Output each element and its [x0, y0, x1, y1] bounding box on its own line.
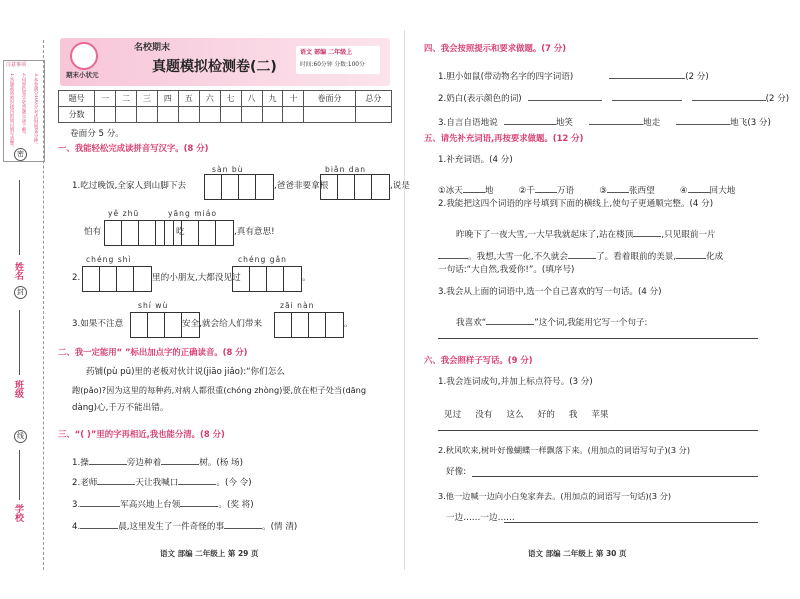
seal-line: [43, 40, 44, 570]
name-field[interactable]: [19, 180, 20, 255]
table-cell: 五: [178, 91, 199, 107]
section-1-title: 一、我能轻松完成读拼音写汉字。(8 分): [58, 143, 209, 153]
q3-text: 安全,就会给人们带来: [182, 319, 263, 329]
class-field[interactable]: [19, 310, 20, 375]
item-text: 2.老师: [72, 478, 98, 488]
q1-text: ,说是: [390, 181, 410, 191]
item-text: 1.操: [72, 458, 89, 468]
seal-char: 封: [14, 286, 27, 299]
answer-blank[interactable]: [607, 192, 629, 193]
table-cell: 七: [220, 91, 241, 107]
sec3-item: [72, 492, 254, 511]
q2-text: 里的小朋友,大都没见过: [152, 273, 241, 283]
sec6-q2: 2.秋风吹来,树叶好像蝴蝶一样飘落下来。(用加点的词语写句子)(3 分): [438, 445, 691, 455]
item-text: (2 分): [685, 72, 709, 82]
table-cell: 八: [241, 91, 262, 107]
q1b-text: 吃: [176, 227, 185, 237]
juanmian-note: 卷面分 5 分。: [70, 129, 124, 139]
sec5-para: 一句话:“大自然,我爱你!”。(填序号): [438, 265, 575, 275]
item-text: 万语: [556, 186, 575, 196]
item-text: ,只见眼前一片: [661, 230, 716, 240]
item-text: 化成: [706, 252, 724, 262]
item-text: 2.奶白(表示颜色的词): [438, 94, 522, 104]
item-text: ①冰天: [438, 186, 463, 196]
answer-blank[interactable]: [609, 78, 685, 79]
section-2-title: 二、我一定能用“ ”标出加点字的正确读音。(8 分): [58, 347, 248, 357]
item-text: 地: [484, 186, 494, 196]
score-cell[interactable]: [178, 107, 199, 123]
score-cell[interactable]: [95, 107, 116, 123]
sec5-q3: 3.我会从上面的词语中,选一个自己喜欢的写一句话。(4 分): [438, 287, 662, 297]
item-text: 地飞(3 分): [730, 118, 771, 128]
item-text: 晨,这里发生了一件奇怪的事: [118, 522, 225, 532]
table-cell: 分数: [59, 107, 95, 123]
footer-left: 语文 部编 二年级上 第 29 页: [160, 549, 259, 558]
item-text: 1.胆小如鼠(带动物名字的四字词语): [438, 72, 574, 82]
answer-blank[interactable]: [438, 258, 468, 259]
item-text: 。(情 清): [262, 522, 298, 532]
sec5-para: [456, 222, 716, 241]
notice-box: [3, 60, 45, 162]
sec5-q1: 1.补充词语。(4 分): [438, 155, 513, 165]
banner-tag: 名校期末: [134, 43, 171, 53]
item-text: (2 分): [765, 94, 790, 104]
char-grid[interactable]: [232, 266, 302, 292]
q1b-text: ,真有意思!: [234, 227, 275, 237]
item-text: 。我想,大雪一化,不久就会: [468, 252, 568, 262]
table-cell: 三: [136, 91, 157, 107]
sec6-q3: 3.他一边喊一边向小白兔家奔去。(用加点的词语写一句话)(3 分): [438, 491, 672, 501]
sec6-q3-prefix: 一边……一边……: [446, 513, 515, 523]
answer-line[interactable]: [504, 522, 758, 523]
sec6-q2-prefix: 好像:: [446, 467, 467, 477]
table-cell: 九: [262, 91, 283, 107]
char-grid[interactable]: [82, 266, 152, 292]
q1b-text: 怕有: [84, 227, 102, 237]
q1-text: ,爸爸非要拿根: [274, 181, 329, 191]
answer-blank[interactable]: [676, 258, 706, 259]
time-line: 时间:60分钟 分数:100分: [300, 62, 365, 68]
section-5-title: 五、请先补充词语,再按要求做题。(12 分): [424, 133, 584, 143]
item-text: 。(奖 将): [218, 500, 254, 510]
page-divider: [404, 30, 405, 570]
char-grid[interactable]: [274, 312, 344, 338]
score-cell[interactable]: [199, 107, 220, 123]
sec3-item: [72, 514, 297, 533]
item-text: 张西望: [628, 186, 655, 196]
answer-blank[interactable]: [224, 528, 262, 529]
sec4-q2: [438, 86, 789, 105]
sec4-q3: [438, 110, 771, 129]
table-cell: 总分: [355, 91, 391, 107]
left-strip: [0, 30, 48, 570]
pinyin: shí wù: [138, 301, 169, 310]
answer-blank[interactable]: [528, 100, 602, 101]
table-cell: 卷面分: [304, 91, 355, 107]
answer-blank[interactable]: [589, 124, 643, 125]
answer-blank[interactable]: [161, 464, 199, 465]
logo-text: 期末小状元: [66, 71, 99, 79]
q3-text: 。: [344, 319, 353, 329]
sec6-words: [444, 402, 609, 421]
page-title: 真题模拟检测卷(二): [152, 59, 277, 75]
answer-blank[interactable]: [633, 236, 661, 237]
item-text: ③: [599, 186, 607, 196]
q2-text: 2.: [72, 273, 81, 283]
item-text: 3.: [72, 500, 81, 510]
sec6-q1: 1.我会连词成句,并加上标点符号。(3 分): [438, 377, 593, 387]
item-text: 3.自言自语地说: [438, 118, 498, 128]
notice-line: 3.本卷满分100分,考试时间60分钟。: [33, 73, 38, 148]
score-cell[interactable]: [220, 107, 241, 123]
pinyin: biǎn dan: [325, 165, 367, 174]
answer-blank[interactable]: [97, 484, 135, 485]
score-cell[interactable]: [241, 107, 262, 123]
table-cell: 六: [199, 91, 220, 107]
pinyin: zāi nàn: [280, 301, 315, 310]
school-label: 学校: [13, 504, 23, 522]
class-label: 班级: [13, 380, 23, 398]
word: 好的: [537, 410, 555, 420]
item-text: 地笑: [555, 118, 573, 128]
char-grid[interactable]: [320, 174, 390, 200]
table-cell: 一: [95, 91, 116, 107]
item-text: 军高兴地上台领: [120, 500, 181, 510]
item-text: 天让我喊口: [135, 478, 179, 488]
score-table: [58, 90, 392, 123]
sec2-line: 跑(pǎo)?因为这里的每种药,对病人都很重(chóng zhòng)要,放在柜子处当(dāng: [72, 385, 367, 395]
school-field[interactable]: [19, 450, 20, 500]
sec2-line: dàng)心,千万不能出错。: [72, 403, 169, 413]
word: 我: [568, 410, 578, 420]
footer-right: 语文 部编 二年级上 第 30 页: [528, 549, 627, 558]
score-table-row: [59, 107, 392, 123]
answer-blank[interactable]: [504, 124, 556, 125]
answer-line[interactable]: [472, 476, 758, 477]
answer-blank[interactable]: [676, 124, 730, 125]
sec3-item: [72, 450, 243, 469]
item-text: ④: [679, 186, 688, 196]
answer-blank[interactable]: [688, 192, 710, 193]
word: 没有: [475, 410, 493, 420]
score-table-header: [59, 91, 392, 107]
answer-blank[interactable]: [80, 528, 118, 529]
seal-char: 线: [14, 430, 27, 443]
table-cell: 二: [116, 91, 137, 107]
sec3-item: [72, 470, 252, 489]
logo-icon: [70, 42, 98, 70]
word: 见过: [444, 410, 462, 420]
q1-text: 1.吃过晚饭,全家人到山脚下去: [72, 181, 187, 191]
item-text: 回大地: [709, 186, 736, 196]
section-4-title: 四、我会按照提示和要求做题。(7 分): [424, 43, 567, 53]
char-grid[interactable]: [204, 174, 274, 200]
sec5-q3-line: [456, 310, 647, 329]
section-6-title: 六、我会照样子写话。(9 分): [424, 355, 533, 365]
char-grid[interactable]: [164, 220, 234, 246]
table-cell: 四: [157, 91, 178, 107]
answer-blank[interactable]: [178, 484, 216, 485]
section-3-title: 三、“( )”里的字再相近,我也能分清。(8 分): [58, 429, 225, 439]
pinyin: yāng miáo: [168, 209, 218, 218]
item-text: ”这个词,我能用它写一个句子:: [534, 318, 648, 328]
item-text: 。(今 令): [216, 478, 252, 488]
item-text: 树。(杨 场): [199, 458, 243, 468]
q2-text: 。: [302, 273, 311, 283]
answer-blank[interactable]: [692, 100, 766, 101]
name-label: 姓名: [13, 262, 23, 280]
word: 这么: [506, 410, 524, 420]
sec5-q2: 2.我能把这四个词语的序号填到下面的横线上,使句子更通顺完整。(4 分): [438, 199, 714, 209]
score-cell[interactable]: [157, 107, 178, 123]
item-text: 了。看着眼前的美景,: [596, 252, 677, 262]
answer-blank[interactable]: [80, 506, 120, 507]
score-cell[interactable]: [304, 107, 355, 123]
answer-blank[interactable]: [612, 100, 682, 101]
answer-line[interactable]: [438, 430, 758, 431]
item-text: ②千: [518, 186, 535, 196]
item-text: 昨晚下了一夜大雪,一大早我就起床了,站在楼顶: [456, 230, 634, 240]
sec2-line: 药铺(pù pū)里的老板对伙计说(jiāo jiǎo):“你们怎么: [86, 367, 285, 377]
notice-line: 1.答题前将密封线内的项目填写清楚。: [9, 73, 14, 150]
answer-blank[interactable]: [180, 506, 218, 507]
table-cell: 十: [283, 91, 304, 107]
score-cell[interactable]: [136, 107, 157, 123]
pinyin: chéng gǎn: [238, 255, 287, 264]
answer-line[interactable]: [438, 338, 758, 339]
score-cell[interactable]: [283, 107, 304, 123]
notice-line: 2.用黑色签字笔答题,字迹工整。: [21, 73, 26, 138]
score-cell[interactable]: [355, 107, 391, 123]
seal-char: 密: [14, 148, 27, 161]
table-cell: 题号: [59, 91, 95, 107]
q3-text: 3.如果不注意: [72, 319, 124, 329]
sec5-items: [438, 178, 735, 197]
item-text: 我喜欢“: [456, 318, 487, 328]
answer-blank[interactable]: [486, 324, 534, 325]
answer-blank[interactable]: [535, 192, 557, 193]
answer-blank[interactable]: [568, 258, 596, 259]
score-cell[interactable]: [262, 107, 283, 123]
item-text: 地走: [642, 118, 661, 128]
answer-blank[interactable]: [89, 464, 127, 465]
item-text: 4.: [72, 522, 81, 532]
item-text: 旁边种着: [126, 458, 162, 468]
pinyin: sàn bù: [212, 165, 244, 174]
sec4-q1: [438, 64, 709, 83]
answer-blank[interactable]: [463, 192, 485, 193]
pinyin: yě zhū: [108, 209, 140, 218]
subject-line: 语文 部编 二年级上: [300, 49, 353, 56]
word: 苹果: [591, 410, 609, 420]
notice-title: 注意事项: [6, 62, 27, 68]
score-cell[interactable]: [116, 107, 137, 123]
pinyin: chéng shì: [86, 255, 132, 264]
sec5-para: [438, 244, 723, 263]
